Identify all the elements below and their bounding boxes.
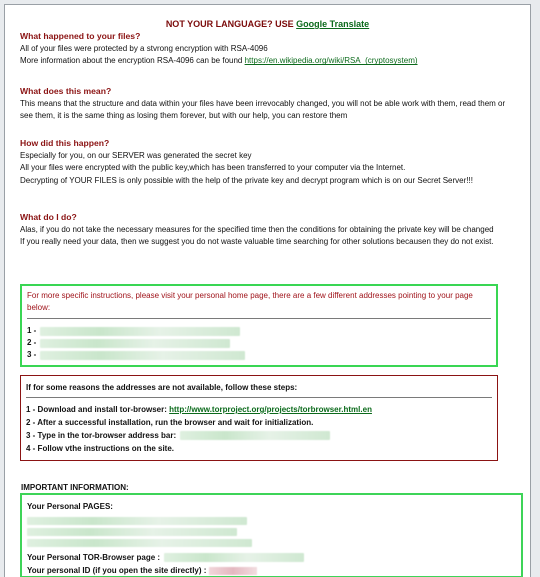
ransom-note-page: [4, 4, 531, 577]
personal-page-instructions: For more specific instructions, please visit your personal home page, there are a few different addresses pointing to your page below:: [27, 291, 473, 312]
step-2: 2 - After a successful installation, run the browser and wait for initialization.: [26, 418, 314, 427]
important-heading: IMPORTANT INFORMATION:: [21, 483, 129, 492]
section-how-did-this-happen: [20, 137, 515, 187]
section-text: All of your files were protected by a stvrong encryption with RSA-4096: [20, 43, 268, 53]
section-heading: What do I do?: [20, 212, 77, 222]
section-text: Alas, if you do not take the necessary measures for the specified time then the conditions for obtaining the private key will be changed: [20, 224, 494, 234]
section-text: Especially for you, on our SERVER was generated the secret key: [20, 150, 252, 160]
section-text: This means that the structure and data within your files have been irrevocably changed, you will not be able work with them, read them or see them, it is the same thing as losing them forever, but with our help, you can restore them: [20, 98, 506, 121]
redacted-address: [40, 351, 245, 360]
step-4: 4 - Follow vthe instructions on the site.: [26, 444, 175, 453]
tor-steps-box: [20, 375, 498, 461]
section-text: Decrypting of YOUR FILES is only possible with the help of the private key and decrypt program which is on our Secret Server!!!: [20, 175, 473, 185]
address-number: 2 -: [27, 338, 37, 347]
address-number: 1 -: [27, 326, 37, 335]
vertical-scrollbar[interactable]: [531, 4, 540, 577]
divider: [26, 397, 492, 398]
personal-page-box: [20, 284, 498, 367]
address-row[interactable]: [27, 337, 491, 349]
personal-info-box: [20, 493, 523, 577]
redacted-tor-page[interactable]: [164, 553, 304, 562]
tor-download-link[interactable]: http://www.torproject.org/projects/torbrowser.html.en: [169, 405, 372, 414]
step-3: 3 - Type in the tor-browser address bar:: [26, 429, 492, 442]
language-notice: [5, 19, 530, 29]
section-what-happened: [20, 30, 515, 68]
tor-page-row: Your Personal TOR-Browser page :: [27, 551, 516, 564]
section-heading: What happened to your files?: [20, 31, 141, 41]
personal-id-row: Your personal ID (if you open the site directly) :: [27, 564, 516, 577]
address-row[interactable]: [27, 325, 491, 337]
section-what-do-i-do: [20, 211, 515, 249]
language-notice-text: NOT YOUR LANGUAGE? USE: [165, 19, 297, 29]
redacted-address: [40, 327, 240, 336]
google-translate-link[interactable]: Google Translate: [296, 19, 370, 29]
redacted-personal-id: [209, 567, 257, 575]
wikipedia-rsa-link[interactable]: https://en.wikipedia.org/wiki/RSA_(cryptosystem): [244, 56, 418, 66]
redacted-page-link[interactable]: [27, 528, 237, 536]
divider: [27, 318, 491, 319]
redacted-page-link[interactable]: [27, 539, 252, 547]
steps-title: If for some reasons the addresses are not available, follow these steps:: [26, 383, 298, 392]
step-1: 1 - Download and install tor-browser: http://www.torproject.org/projects/torbrowser.html.en: [26, 405, 372, 414]
redacted-page-link[interactable]: [27, 517, 247, 525]
redacted-address: [180, 431, 330, 440]
section-text: If you really need your data, then we suggest you do not waste valuable time searching for other solutions becausen they do not exist.: [20, 237, 494, 247]
section-heading: How did this happen?: [20, 138, 110, 148]
section-what-does-this-mean: [20, 85, 515, 123]
address-number: 3 -: [27, 350, 37, 359]
section-text: All your files were encrypted with the public key,which has been transferred to your computer via the Internet.: [20, 163, 406, 173]
personal-pages-label: Your Personal PAGES:: [27, 502, 113, 511]
address-row[interactable]: [27, 349, 491, 361]
redacted-address: [40, 339, 230, 348]
section-heading: What does this mean?: [20, 86, 112, 96]
section-text: More information about the encryption RSA-4096 can be found https://en.wikipedia.org/wiki/RSA_(cryptosystem): [20, 56, 418, 66]
